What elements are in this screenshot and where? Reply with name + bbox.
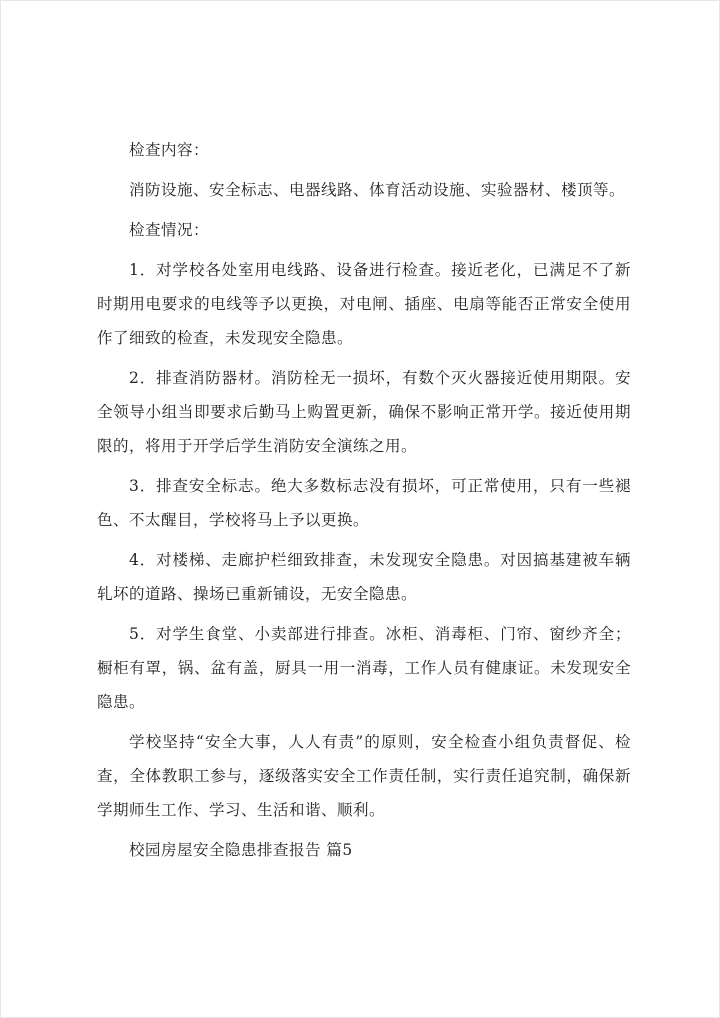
check-item-2: 2．排查消防器材。消防栓无一损坏，有数个灭火器接近使用期限。安全领导小组当即要求后勤马上购置更新，确保不影响正常开学。接近使用期限的，将用于开学后学生消防安全演练之用。: [97, 369, 631, 455]
check-item-5: 5．对学生食堂、小卖部进行排查。冰柜、消毒柜、门帘、窗纱齐全；橱柜有罩，锅、盆有盖，厨具一用一消毒，工作人员有健康证。未发现安全隐患。: [97, 625, 631, 711]
check-item-3: 3．排查安全标志。绝大多数标志没有损坏，可正常使用，只有一些褪色、不太醒目，学校将马上予以更换。: [97, 477, 631, 529]
next-report-title: 校园房屋安全隐患排查报告 篇5: [129, 841, 353, 859]
check-item-1: 1．对学校各处室用电线路、设备进行检查。接近老化，已满足不了新时期用电要求的电线等予以更换，对电闸、插座、电扇等能否正常安全使用作了细致的检查，未发现安全隐患。: [97, 261, 631, 347]
document-body: [97, 133, 631, 873]
check-content-label: 检查内容：: [129, 141, 210, 159]
closing-paragraph: 学校坚持“安全大事，人人有责”的原则，安全检查小组负责督促、检查，全体教职工参与，逐级落实安全工作责任制，实行责任追究制，确保新学期师生工作、学习、生活和谐、顺利。: [97, 733, 631, 819]
check-content-items: 消防设施、安全标志、电器线路、体育活动设施、实验器材、楼顶等。: [129, 181, 626, 199]
check-item-4: 4．对楼梯、走廊护栏细致排查，未发现安全隐患。对因搞基建被车辆轧坏的道路、操场已重新铺设，无安全隐患。: [97, 551, 631, 603]
check-status-label: 检查情况：: [129, 221, 210, 239]
